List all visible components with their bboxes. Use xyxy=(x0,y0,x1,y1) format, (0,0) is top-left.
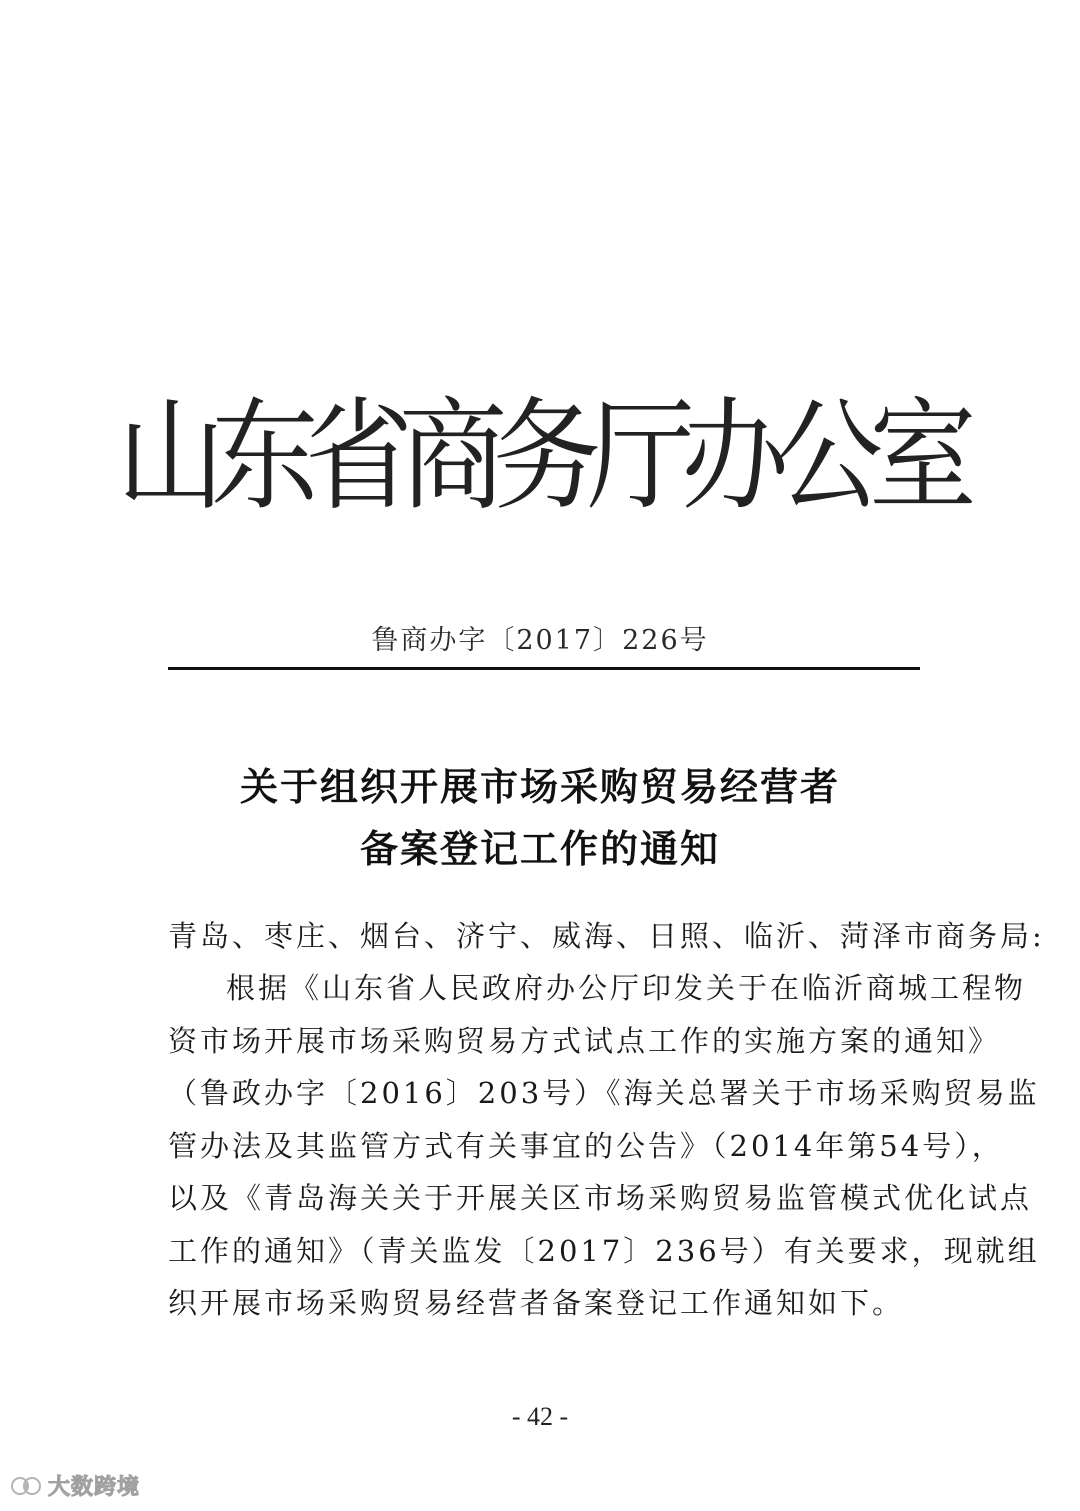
title-line-1: 关于组织开展市场采购贸易经营者 xyxy=(239,765,840,809)
body-line: 工作的通知》（青关监发〔2017〕236号）有关要求，现就组 xyxy=(168,1233,1040,1268)
body-line: 织开展市场采购贸易经营者备案登记工作通知如下。 xyxy=(168,1286,905,1320)
body-line: 资市场开展市场采购贸易方式试点工作的实施方案的通知》 xyxy=(168,1023,1001,1058)
body-line: （鲁政办字〔2016〕203号）《海关总署关于市场采购贸易监 xyxy=(168,1076,1040,1110)
watermark-text: 大数跨境 xyxy=(48,1475,141,1500)
issuer-heading: 山东省商务厅办公室 xyxy=(116,387,963,528)
document-number: 鲁商办字〔2017〕226号 xyxy=(371,625,709,656)
camera-lens-logo-icon xyxy=(10,1472,44,1500)
header-divider xyxy=(168,667,920,670)
body-line: 以及《青岛海关关于开展关区市场采购贸易监管模式优化试点 xyxy=(168,1181,1033,1215)
title-line-2: 备案登记工作的通知 xyxy=(359,827,720,871)
body-line: 管办法及其监管方式有关事宜的公告》（2014年第54号）， xyxy=(168,1128,1004,1163)
watermark xyxy=(10,1470,140,1501)
body-line: 根据《山东省人民政府办公厅印发关于在临沂商城工程物 xyxy=(226,971,1027,1005)
addressee: 青岛、枣庄、烟台、济宁、威海、日照、临沂、菏泽市商务局: xyxy=(168,919,1045,953)
page-number: - 42 - xyxy=(511,1402,569,1431)
body-paragraph xyxy=(168,962,1040,1330)
